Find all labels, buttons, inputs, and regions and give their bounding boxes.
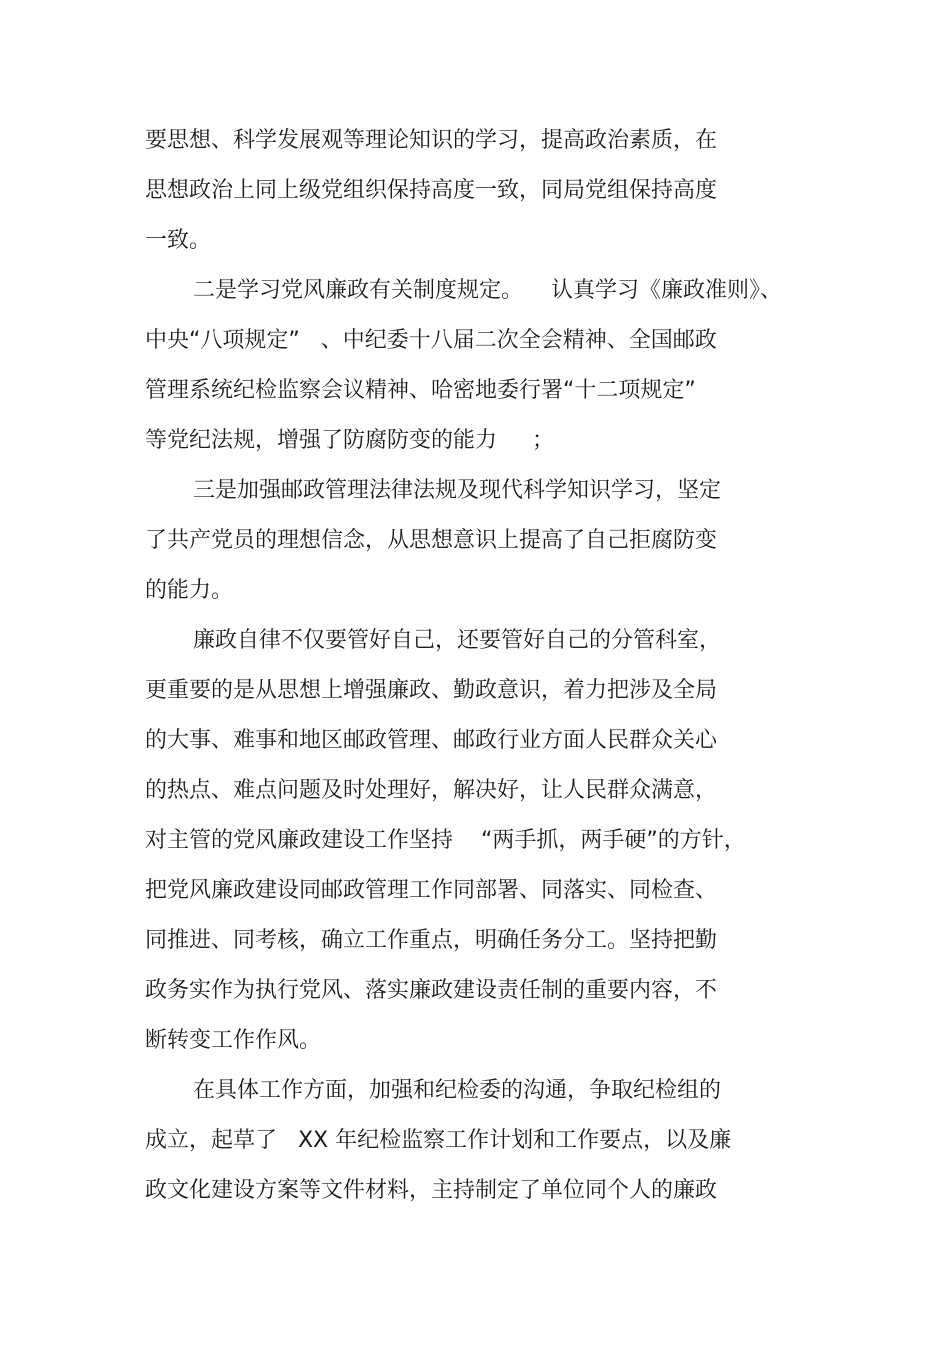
paragraph-start-line: 在具体工作方面，加强和纪检委的沟通，争取纪检组的 bbox=[193, 1078, 722, 1103]
text-line: 对主管的党风廉政建设工作坚持 “两手抓，两手硬”的方针， bbox=[145, 828, 746, 853]
text-line: 的能力。 bbox=[145, 578, 234, 603]
text-line: 要思想、科学发展观等理论知识的学习，提高政治素质，在 bbox=[145, 128, 718, 153]
text-line: 更重要的是从思想上增强廉政、勤政意识，着力把涉及全局 bbox=[145, 678, 718, 703]
text-line: 管理系统纪检监察会议精神、哈密地委行署“十二项规定” bbox=[145, 378, 696, 403]
text-line: 把党风廉政建设同邮政管理工作同部署、同落实、同检查、 bbox=[145, 878, 718, 903]
text-line: 思想政治上同上级党组织保持高度一致，同局党组保持高度 bbox=[145, 178, 718, 203]
text-line: 中央“八项规定” 、中纪委十八届二次全会精神、全国邮政 bbox=[145, 328, 717, 353]
text-line: 断转变工作作风。 bbox=[145, 1028, 322, 1053]
text-line: 同推进、同考核，确立工作重点，明确任务分工。坚持把勤 bbox=[145, 928, 718, 953]
text-line: 的热点、难点问题及时处理好，解决好，让人民群众满意， bbox=[145, 778, 718, 803]
text-line: 了共产党员的理想信念，从思想意识上提高了自己拒腐防变 bbox=[145, 528, 718, 553]
paragraph-start-line: 廉政自律不仅要管好自己，还要管好自己的分管科室， bbox=[193, 628, 722, 653]
text-line: 成立，起草了 XX 年纪检监察工作计划和工作要点，以及廉 bbox=[145, 1128, 732, 1153]
text-line: 的大事、难事和地区邮政管理、邮政行业方面人民群众关心 bbox=[145, 728, 718, 753]
text-line: 等党纪法规，增强了防腐防变的能力 ； bbox=[145, 428, 554, 453]
paragraph-start-line: 三是加强邮政管理法律法规及现代科学知识学习，坚定 bbox=[193, 478, 722, 503]
paragraph-start-line: 二是学习党风廉政有关制度规定。 认真学习《廉政准则》、 bbox=[193, 278, 782, 303]
text-line: 一致。 bbox=[145, 228, 212, 253]
text-line: 政务实作为执行党风、落实廉政建设责任制的重要内容，不 bbox=[145, 978, 718, 1003]
text-line: 政文化建设方案等文件材料，主持制定了单位同个人的廉政 bbox=[145, 1178, 718, 1203]
